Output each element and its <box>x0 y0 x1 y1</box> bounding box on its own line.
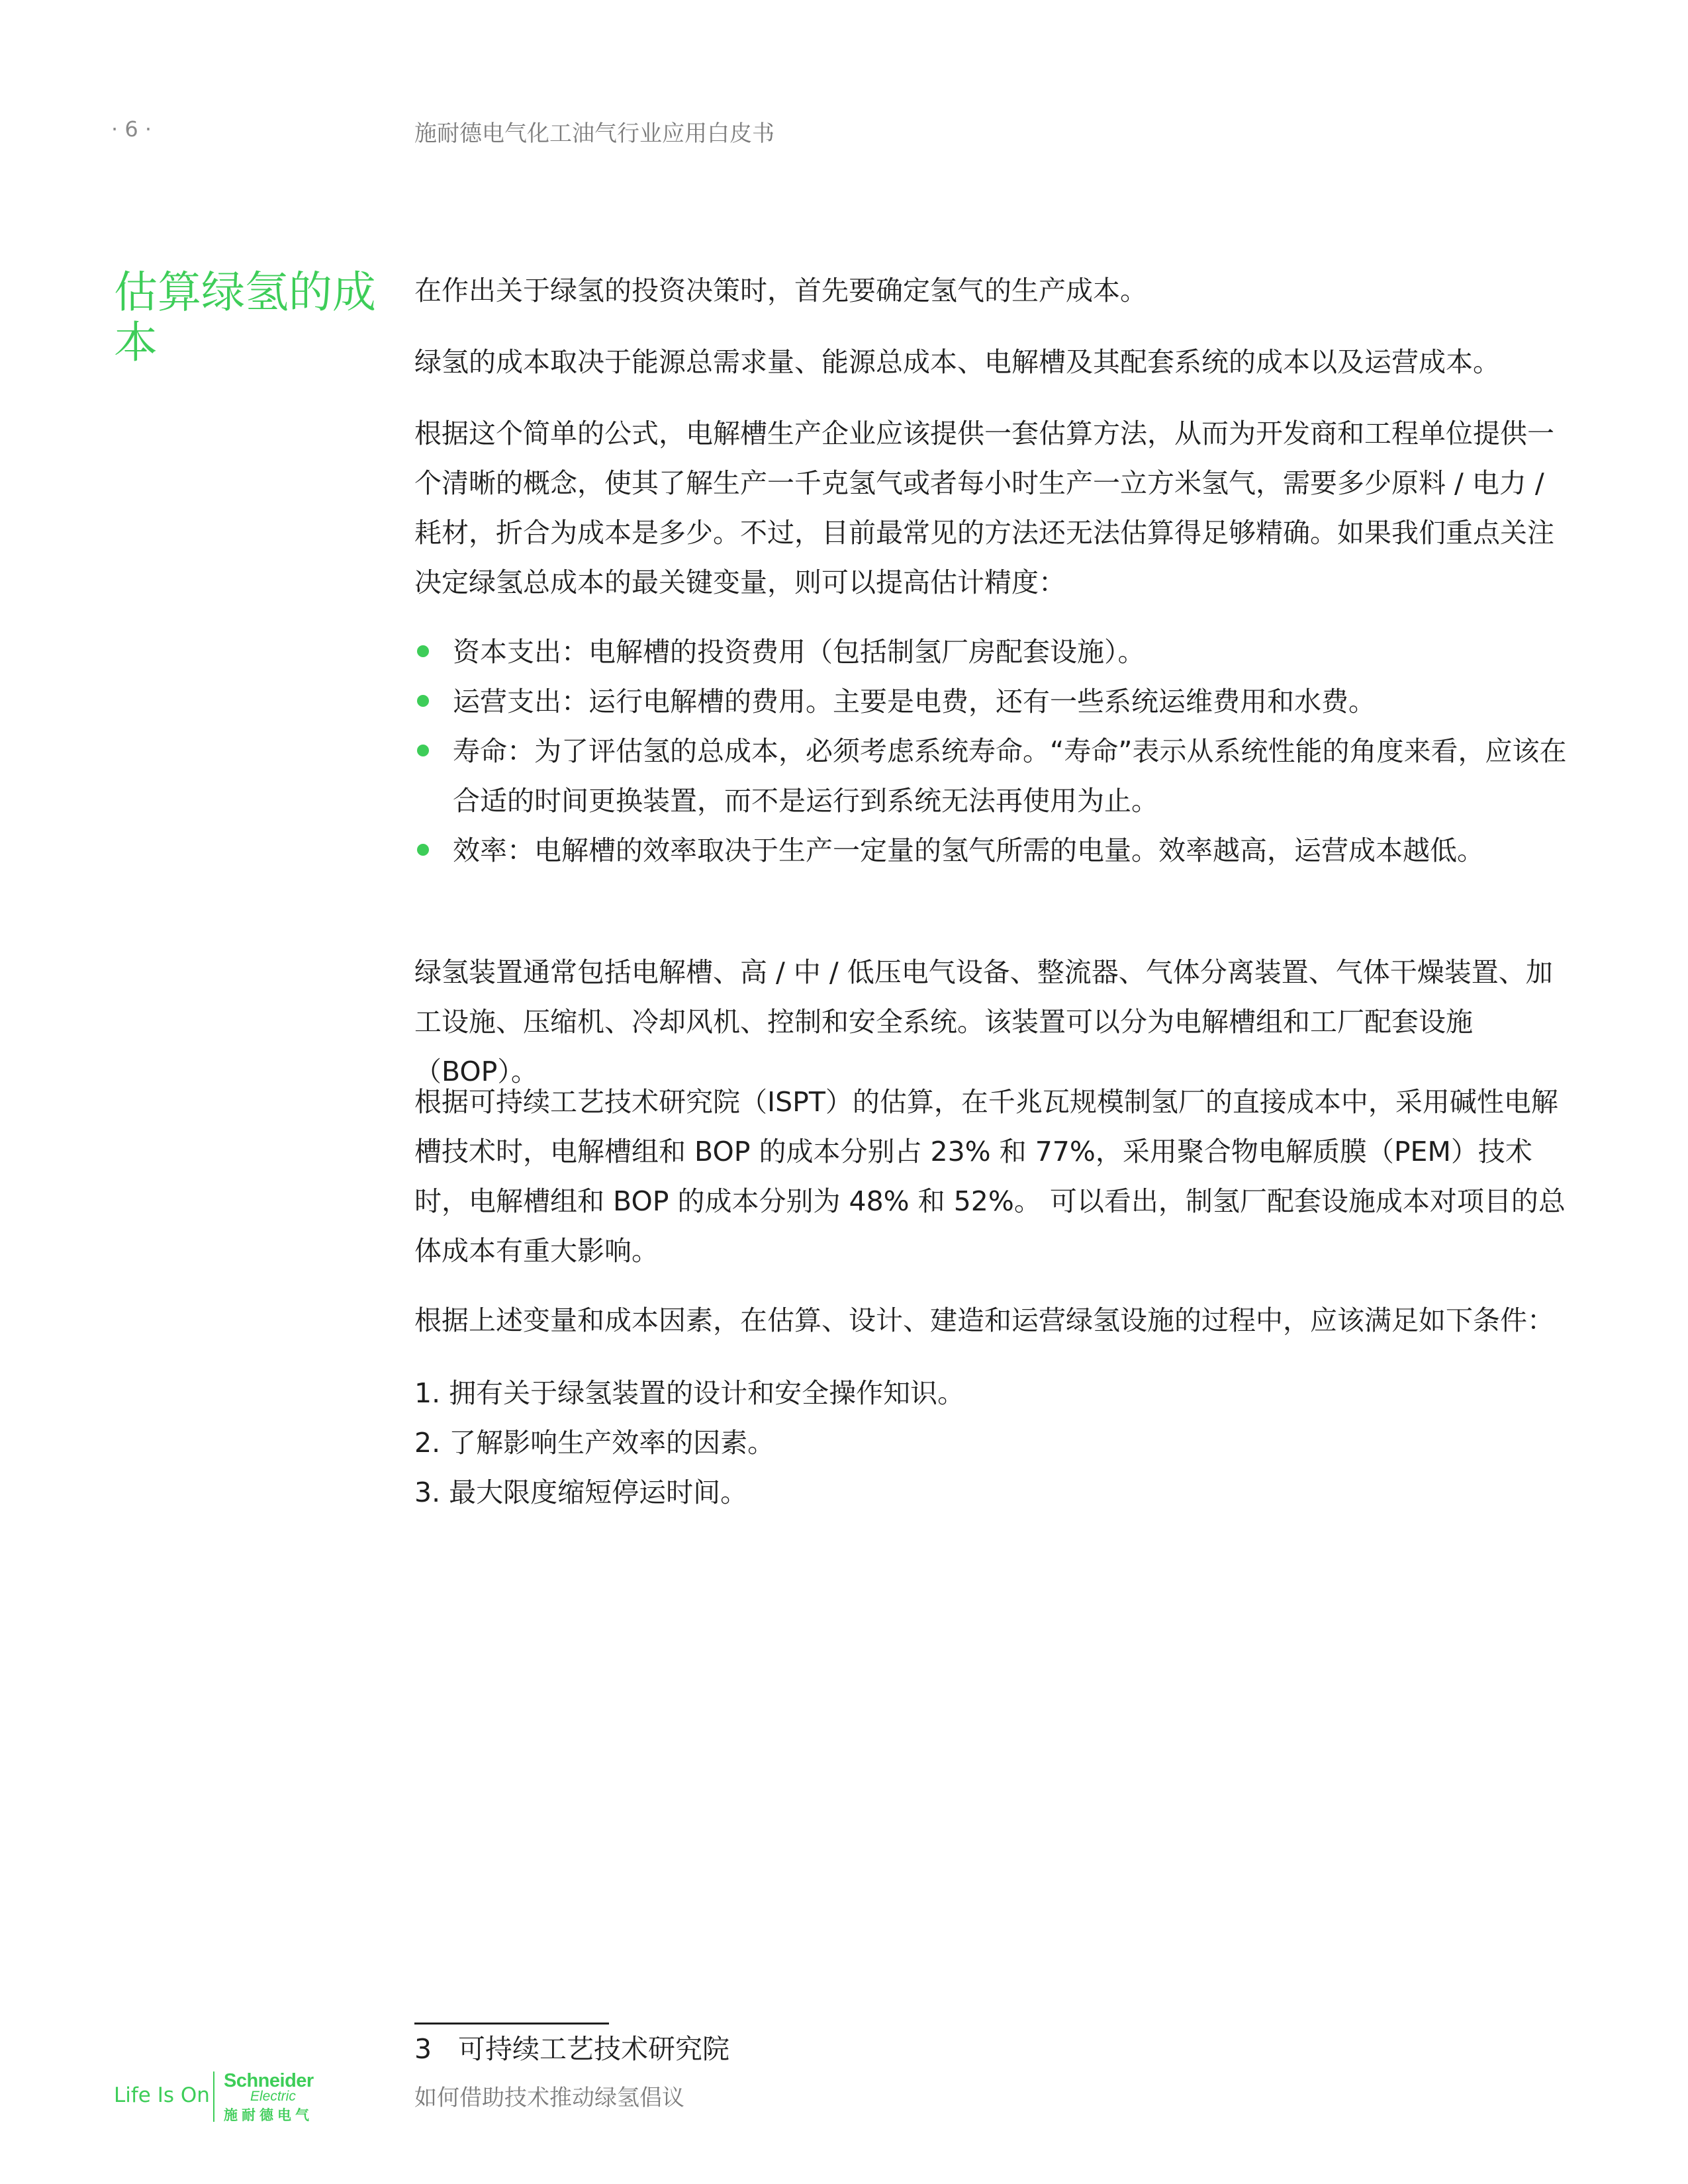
footnote-divider <box>414 2023 609 2025</box>
list-item-text: 资本支出：电解槽的投资费用（包括制氢厂房配套设施）。 <box>453 636 1145 668</box>
list-item: 3. 最大限度缩短停运时间。 <box>414 1477 748 1508</box>
list-item <box>414 826 1579 876</box>
logo-brand-name: Schneider <box>224 2070 314 2091</box>
list-item: 2. 了解影响生产效率的因素。 <box>414 1427 775 1459</box>
bullet-icon <box>417 695 429 707</box>
paragraph-conditions-intro: 根据上述变量和成本因素，在估算、设计、建造和运营绿氢设施的过程中，应该满足如下条件： <box>414 1304 1554 1336</box>
list-item-text: 效率：电解槽的效率取决于生产一定量的氢气所需的电量。效率越高，运营成本越低。 <box>453 835 1484 866</box>
footnote-number: 3 <box>414 2033 432 2065</box>
life-is-on-tagline: Life Is On <box>114 2083 210 2107</box>
footer-document-title: 如何借助技术推动绿氢倡议 <box>414 2085 684 2111</box>
paragraph-estimation-method: 根据这个简单的公式，电解槽生产企业应该提供一套估算方法，从而为开发商和工程单位提供一个清晰的概念，使其了解生产一千克氢气或者每小时生产一立方米氢气，需要多少原料 / 电力 / 耗材，折合为成本是多少。不过，目前最常见的方法还无法估算得足够精确。如果我们重点关注决定绿氢总成本的最关键变量，则可以提高估计精度： <box>414 418 1554 598</box>
list-item <box>414 727 1579 826</box>
list-item <box>414 677 1579 727</box>
schneider-electric-logo <box>224 2070 336 2123</box>
paragraph-equipment: 绿氢装置通常包括电解槽、高 / 中 / 低压电气设备、整流器、气体分离装置、气体干燥装置、加工设施、压缩机、冷却风机、控制和安全系统。该装置可以分为电解槽组和工厂配套设施（BOP）。 <box>414 956 1553 1087</box>
paragraph-intro: 在作出关于绿氢的投资决策时，首先要确定氢气的生产成本。 <box>414 275 1147 306</box>
bullet-icon <box>417 844 429 856</box>
footnote-text: 可持续工艺技术研究院 <box>458 2033 729 2065</box>
list-item <box>414 627 1579 677</box>
conditions-list <box>414 1369 1579 1518</box>
footnote <box>414 2030 729 2068</box>
logo-brand-cn: 施耐德电气 <box>224 2107 313 2123</box>
bullet-icon <box>417 645 429 657</box>
paragraph-ispt-estimate: 根据可持续工艺技术研究院（ISPT）的估算，在千兆瓦规模制氢厂的直接成本中，采用碱性电解槽技术时，电解槽组和 BOP 的成本分别占 23% 和 77%，采用聚合物电解质膜（PEM）技术时，电解槽组和 BOP 的成本分别为 48% 和 52%。 可以看出，制氢厂配套设施成本对项目的总体成本有重大影响。 <box>414 1086 1566 1267</box>
section-heading: 估算绿氢的成本 <box>114 267 376 368</box>
bullet-icon <box>417 745 429 756</box>
list-item-text: 寿命：为了评估氢的总成本，必须考虑系统寿命。“寿命”表示从系统性能的角度来看，应该在合适的时间更换装置，而不是运行到系统无法再使用为止。 <box>453 735 1567 817</box>
running-header-title: 施耐德电气化工油气行业应用白皮书 <box>414 120 774 147</box>
paragraph-cost-factors: 绿氢的成本取决于能源总需求量、能源总成本、电解槽及其配套系统的成本以及运营成本。 <box>414 346 1500 378</box>
list-item: 1. 拥有关于绿氢装置的设计和安全操作知识。 <box>414 1377 965 1409</box>
page-number: · 6 · <box>111 116 152 142</box>
list-item-text: 运营支出：运行电解槽的费用。主要是电费，还有一些系统运维费用和水费。 <box>453 686 1376 717</box>
logo-brand-sub: Electric <box>250 2089 296 2104</box>
logo-divider <box>213 2071 214 2122</box>
key-variables-list <box>414 627 1579 876</box>
